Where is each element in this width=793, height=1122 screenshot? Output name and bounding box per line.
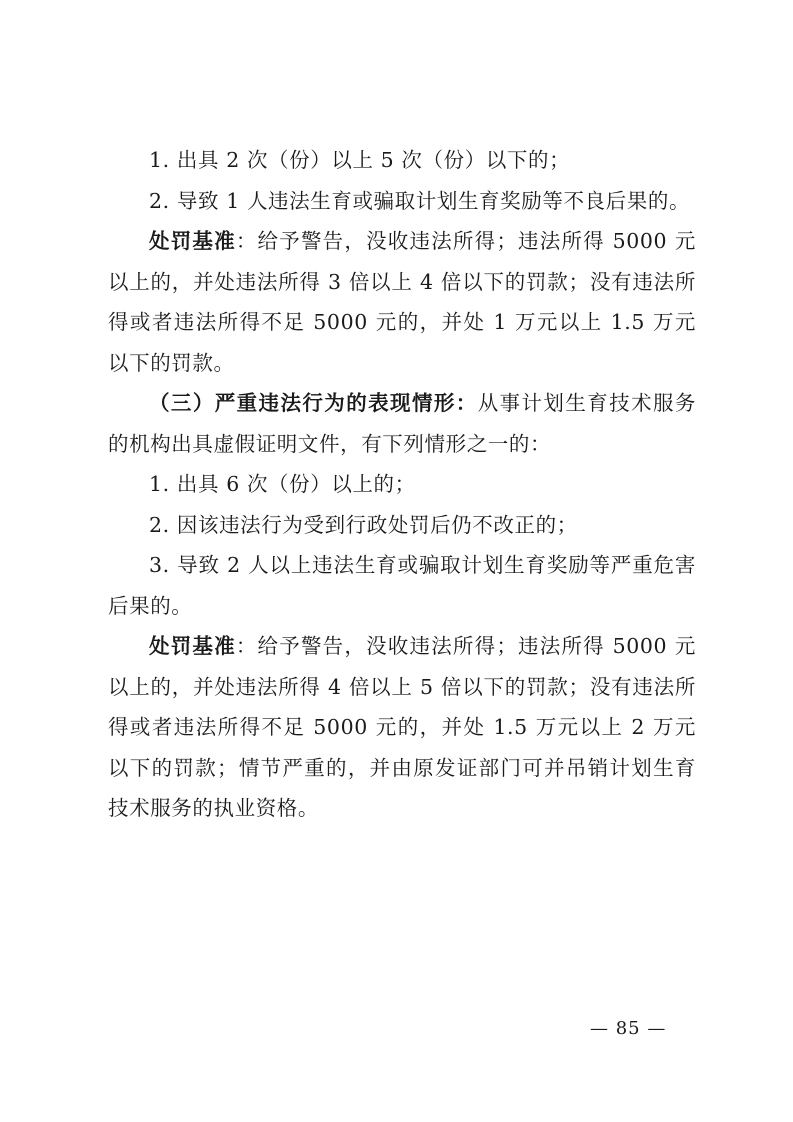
paragraph-text: 2. 因该违法行为受到行政处罚后仍不改正的； [149,512,578,537]
paragraph-text: ：给予警告，没收违法所得；违法所得 5000 元以上的，并处违法所得 4 倍以上 5 倍以下的罚款；没有违法所得或者违法所得不足 5000 元的，并处 1.5 万元以上 2 万元以下的罚款；情节严重的，并由原发证部门可并吊销计划生育技术服务的执业资格。 [108,634,696,820]
penalty-standard-paragraph [108,626,696,829]
document-body [108,140,696,829]
paragraph-lead: 处罚基准 [149,634,236,658]
paragraph-lead: 处罚基准 [149,229,236,253]
paragraph-text: 从事计划生育技术服务的机构出具虚假证明文件，有下列情形之一的： [108,391,696,456]
paragraph-text: 2. 导致 1 人违法生育或骗取计划生育奖励等不良后果的。 [149,188,691,213]
list-item [108,505,696,546]
section-heading: （三）严重违法行为的表现情形： [149,391,478,415]
paragraph-text: 3. 导致 2 人以上违法生育或骗取计划生育奖励等严重危害后果的。 [108,553,696,618]
list-item [108,181,696,222]
paragraph-text: ：给予警告，没收违法所得；违法所得 5000 元以上的，并处违法所得 3 倍以上 4 倍以下的罚款；没有违法所得或者违法所得不足 5000 元的，并处 1 万元以上 1.5 万元以下的罚款。 [108,229,696,375]
paragraph-text: 1. 出具 2 次（份）以上 5 次（份）以下的； [149,148,571,172]
section-paragraph [108,383,696,464]
list-item [108,545,696,626]
list-item [108,464,696,505]
list-item [108,140,696,181]
penalty-standard-paragraph [108,221,696,383]
paragraph-text: 1. 出具 6 次（份）以上的； [149,472,416,496]
page-number: — 85 — [590,1018,667,1039]
